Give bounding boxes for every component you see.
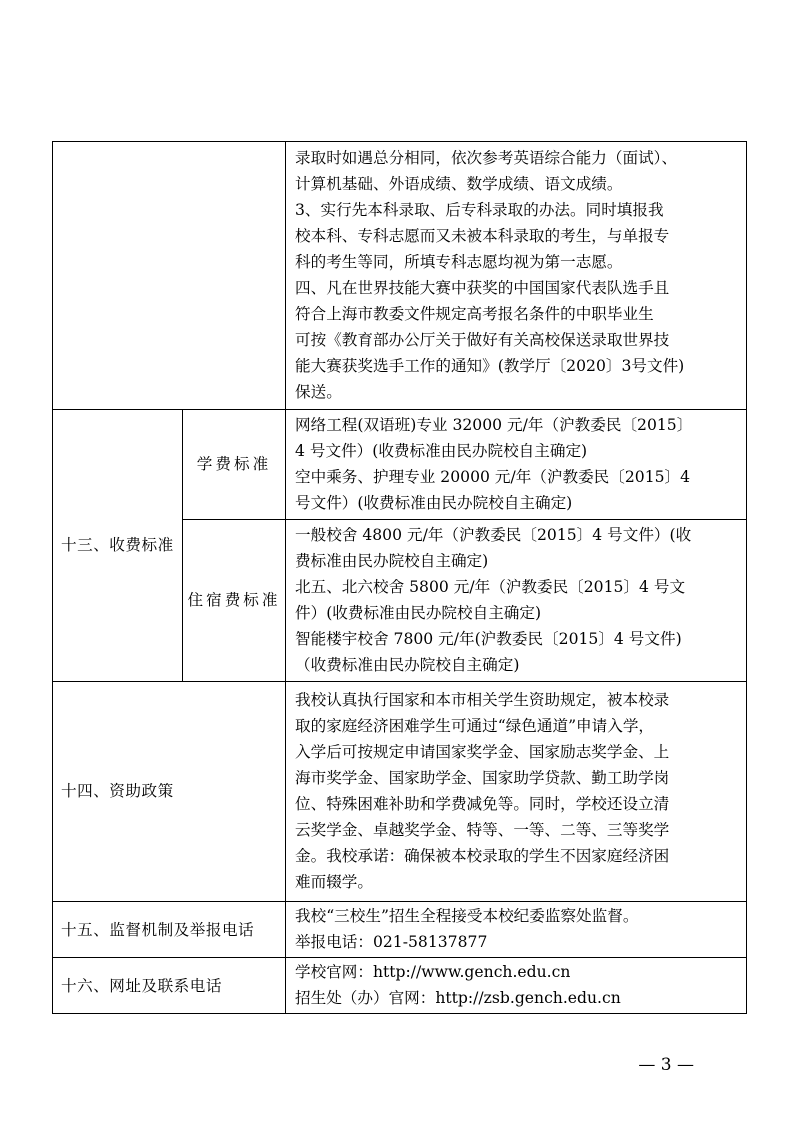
- text-line: 北五、北六校舍 5800 元/年（沪教委民〔2015〕4 号文: [295, 577, 686, 596]
- empty-label-cell: [53, 142, 286, 410]
- text-line: 一般校舍 4800 元/年（沪教委民〔2015〕4 号文件）(收: [295, 525, 692, 544]
- dorm-fee-label: 住宿费标准: [183, 520, 286, 682]
- text-line: 取的家庭经济困难学生可通过“绿色通道”申请入学，: [295, 716, 655, 735]
- text-line: 我校“三校生”招生全程接受本校纪委监察处监督。: [295, 907, 639, 925]
- website-cell: [286, 958, 747, 1014]
- admission-info-table: [52, 141, 747, 1014]
- school-website-link[interactable]: 学校官网：http://www.gench.edu.cn: [295, 963, 571, 982]
- text-line: 入学后可按规定申请国家奖学金、国家励志奖学金、上: [295, 742, 670, 761]
- text-line: 计算机基础、外语成绩、数学成绩、语文成绩。: [295, 174, 623, 193]
- aid-section-label: 十四、资助政策: [53, 682, 286, 902]
- text-line: 难而辍学。: [295, 873, 373, 892]
- text-line: （收费标准由民办院校自主确定): [295, 656, 520, 675]
- text-line: 网络工程(双语班)专业 32000 元/年（沪教委民〔2015〕: [295, 415, 693, 434]
- admissions-website-link[interactable]: 招生处（办）官网：http://zsb.gench.edu.cn: [295, 989, 621, 1008]
- supervision-section-label: 十五、监督机制及举报电话: [53, 902, 286, 958]
- text-line: 云奖学金、卓越奖学金、特等、一等、二等、三等奖学: [295, 821, 670, 840]
- tuition-label: 学费标准: [183, 410, 286, 520]
- text-line: 智能楼宇校舍 7800 元/年(沪教委民〔2015〕4 号文件): [295, 630, 682, 649]
- text-line: 四、凡在世界技能大赛中获奖的中国国家代表队选手且: [295, 279, 670, 297]
- text-line: 空中乘务、护理专业 20000 元/年（沪教委民〔2015〕4: [295, 468, 691, 486]
- text-line: 位、特殊困难补助和学费减免等。同时，学校还设立清: [295, 795, 670, 813]
- page-number: — 3 —: [638, 1055, 694, 1075]
- report-phone: 举报电话：021-58137877: [295, 933, 488, 952]
- row-website: [53, 958, 747, 1014]
- row-admission-continued: [53, 142, 747, 410]
- admission-rules-cell: [286, 142, 747, 410]
- text-line: 号文件）(收费标准由民办院校自主确定): [295, 494, 573, 513]
- text-line: 能大赛获奖选手工作的通知》(教学厅〔2020〕3号文件): [295, 357, 685, 376]
- tuition-cell: [286, 410, 747, 520]
- text-line: 符合上海市教委文件规定高考报名条件的中职毕业生: [295, 305, 654, 324]
- text-line: 4 号文件）(收费标准由民办院校自主确定): [295, 441, 588, 460]
- text-line: 件）(收费标准由民办院校自主确定): [295, 604, 542, 622]
- text-line: 录取时如遇总分相同，依次参考英语综合能力（面试）、: [295, 148, 678, 167]
- fees-section-label: 十三、收费标准: [53, 410, 183, 682]
- text-line: 费标准由民办院校自主确定): [295, 551, 489, 570]
- dorm-fee-cell: [286, 520, 747, 682]
- text-line: 海市奖学金、国家助学金、国家助学贷款、勤工助学岗: [295, 768, 670, 787]
- text-line: 金。我校承诺：确保被本校录取的学生不因家庭经济困: [295, 847, 670, 866]
- row-fees-tuition: [53, 410, 747, 520]
- text-line: 保送。: [295, 383, 342, 402]
- supervision-cell: [286, 902, 747, 958]
- text-line: 3、实行先本科录取、后专科录取的办法。同时填报我: [295, 200, 664, 219]
- text-line: 校本科、专科志愿而又未被本科录取的考生，与单报专: [295, 226, 670, 245]
- row-aid-policy: [53, 682, 747, 902]
- text-line: 我校认真执行国家和本市相关学生资助规定，被本校录: [295, 690, 670, 709]
- row-supervision: [53, 902, 747, 958]
- text-line: 科的考生等同，所填专科志愿均视为第一志愿。: [295, 252, 623, 271]
- aid-policy-cell: [286, 682, 747, 902]
- website-section-label: 十六、网址及联系电话: [53, 958, 286, 1014]
- text-line: 可按《教育部办公厅关于做好有关高校保送录取世界技: [295, 331, 670, 350]
